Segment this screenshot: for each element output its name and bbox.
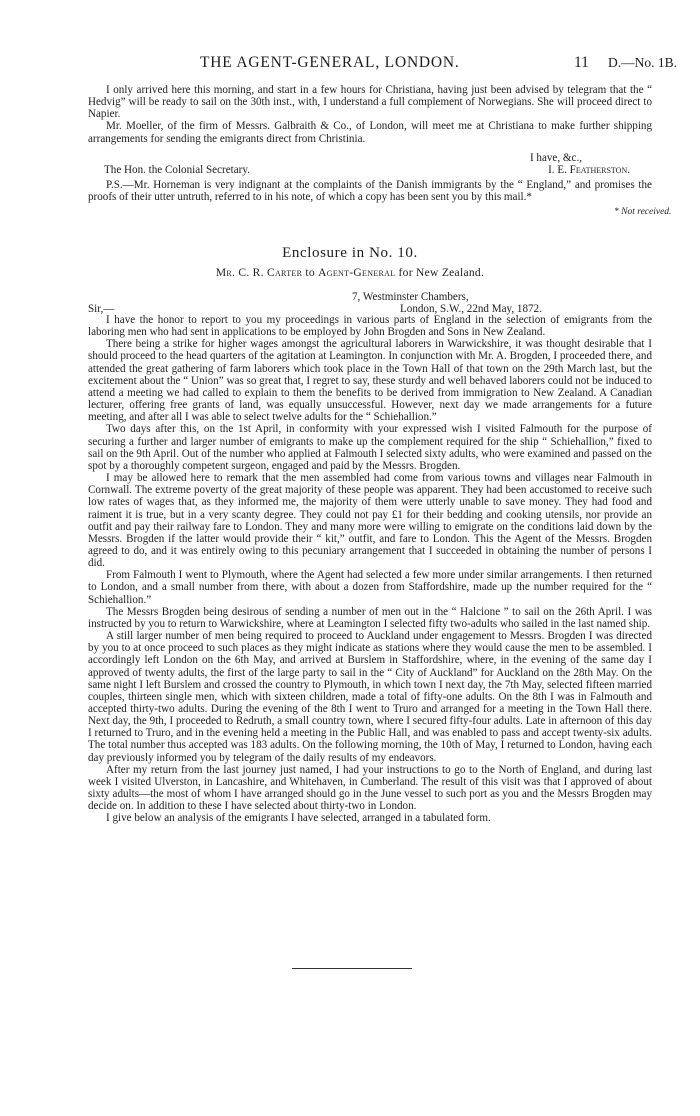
page-number: 11 xyxy=(574,54,589,71)
paragraph: After my return from the last journey just named, I had your instructions to go to the North of England, and during last week I visited Ulverston, in Lancashire, and Whitehaven, in Cumberland. The result of this visit was that I approved of about sixty adults—the most of whom I have arranged should go in the June vessel to such port as you and the Messrs Brogden may decide on. In addition to these I have selected about thirty-two in London. xyxy=(88,763,652,813)
to-word: to xyxy=(305,267,315,279)
margin-footnote: * Not received. xyxy=(614,207,672,217)
paragraph: There being a strike for higher wages amongst the agricultural laborers in Warwickshire, it was thought desirable that I should proceed to the head quarters of the agitation at Leamington. In conjunction with Mr. A. Brogden, I proceeded there, and attended the great gathering of farm laborers which took place in the Town Hall of that town on the 29th March last, but the excitement about the “ Union” was so great that, I regret to say, these sturdy and well behaved laborers could not be induced to attend a meeting we had called to explain to them the benefits to be derived from immigration to New Zealand. A Canadian lecturer, offering free grants of land, was equally unsuccessful. However, next day we made arrangements for a future meeting, and after all I was able to select twelve adults for the “ Schiehallion.” xyxy=(88,338,652,424)
paragraph: The Messrs Brogden being desirous of sending a number of men out in the “ Halcione ” to sail on the 26th April. I was instructed by you to return to Warwickshire, where at Leamington I selected fifty two-adults who sailed in the last named ship. xyxy=(88,605,652,630)
sender: Mr. C. R. Carter xyxy=(215,267,303,279)
postscript xyxy=(88,179,652,203)
enclosure-heading: Enclosure in No. 10. xyxy=(282,245,418,261)
paragraph: Two days after this, on the 1st April, in conformity with your expressed wish I visited Falmouth for the purpose of securing a further and larger number of emigrants to make up the complement required for the ship “ Schiehallion,” fixed to sail on the 9th April. Out of the number who applied at Falmouth I selected sixty adults, who were examined and passed on the spot by a thoroughly competent surgeon, engaged and paid by the Messrs. Brogden. xyxy=(88,423,652,472)
paragraph: I have the honor to report to you my proceedings in various parts of England in the selection of emigrants from the laboring men who had sent in applications to be employed by John Brogden and Sons in New Zealand. xyxy=(88,314,652,339)
salutation: Sir,— xyxy=(88,303,115,315)
paragraph: A still larger number of men being required to proceed to Auckland under engagement to Messrs. Brogden I was directed by you to at once proceed to such places as they might indicate as stations where they would cause the men to be assembled. I accordingly left London on the 6th May, and arrived at Burslem in Staffordshire, where, in the evening of the same day I approved of twenty adults, the first of the large party to sail in the “ City of Auckland” for Auckland on the 28th May. On the same night I left Burslem and crossed the country to Plymouth, in which town I next day, the 7th May, selected fifteen married couples, thirteen single men, which with sixteen children, made a total of fifty-one adults. On the 8th I was in Falmouth and accepted thirty-two adults. During the evening of the 8th I went to Truro and arranged for a meeting in the Town Hall there. Next day, the 9th, I proceeded to Redruth, a small country town, where I secured fifty-four adults. Late in afternoon of this day I returned to Truro, and in the evening held a meeting in the Public Hall, and was enabled to pass and accept twenty-six adults. The total number thus accepted was 183 adults. On the following morning, the 10th of May, I returned to London, having each day previously informed you by telegram of the daily results of my endeavors. xyxy=(88,630,652,764)
enclosure-body xyxy=(88,314,652,825)
address-line: 7, Westminster Chambers, xyxy=(352,291,469,303)
document-reference: D.—No. 1B. xyxy=(608,55,678,70)
signature-block xyxy=(88,152,652,176)
running-header xyxy=(0,54,700,74)
addressee: The Hon. the Colonial Secretary. xyxy=(104,164,250,177)
recipient: Agent-General xyxy=(318,267,396,279)
paragraph: I give below an analysis of the emigrants I have selected, arranged in a tabulated form. xyxy=(106,812,491,825)
paragraph: I only arrived here this morning, and start in a few hours for Christiana, having just been advised by telegram that the “ Hedvig” will be ready to sail on the 30th inst., with, I understand a full complement of Norwegians. She will proceed direct to Napier. xyxy=(88,84,652,121)
paragraph: I may be allowed here to remark that the men assembled had come from various towns and villages near Falmouth in Cornwall. The extreme poverty of the great majority of these people was apparent. They had been accustomed to receive such low rates of wages that, as they informed me, the majority of them were utterly unable to save money. They had food and raiment it is true, but in a very scanty degree. They could not pay £1 for their bedding and cooking utensils, nor provide an outfit and pay their railway fare to London. They and many more were willing to emigrate on the conditions laid down by the Messrs. Brogden if the latter would provide their “ kit,” outfit, and fare to London. This the Agent of the Messrs. Brogden agreed to do, and it was entirely owing to this pecuniary arrangement that I succeeded in obtaining the number of persons I did. xyxy=(88,472,652,570)
section-divider xyxy=(292,968,412,969)
address-date-line: London, S.W., 22nd May, 1872. xyxy=(400,303,542,316)
running-title: THE AGENT-GENERAL, LONDON. xyxy=(200,54,460,71)
recipient-suffix: for New Zealand. xyxy=(398,267,485,279)
postscript-text: P.S.—Mr. Horneman is very indignant at the complaints of the Danish immigrants by the “ England,” and promises the proofs of their utter untruth, referred to in his note, of which a copy has been sent you by this mail.* xyxy=(88,179,652,204)
paragraph: From Falmouth I went to Plymouth, where the Agent had selected a few more under similar arrangements. I then returned to London, and a small number from there, with about a dozen from Staffordshire, made up the number required for the “ Schiehallion.” xyxy=(88,569,652,606)
paragraph: Mr. Moeller, of the firm of Messrs. Galbraith & Co., of London, will meet me at Christiana to make further shipping arrangements for sending the emigrants direct from Christinia. xyxy=(88,120,652,145)
closing: I have, &c., xyxy=(529,152,582,164)
letter-body xyxy=(88,84,652,145)
letter-heading xyxy=(0,267,700,279)
sender-address xyxy=(352,291,542,315)
signature: I. E. Featherston. xyxy=(548,164,630,177)
